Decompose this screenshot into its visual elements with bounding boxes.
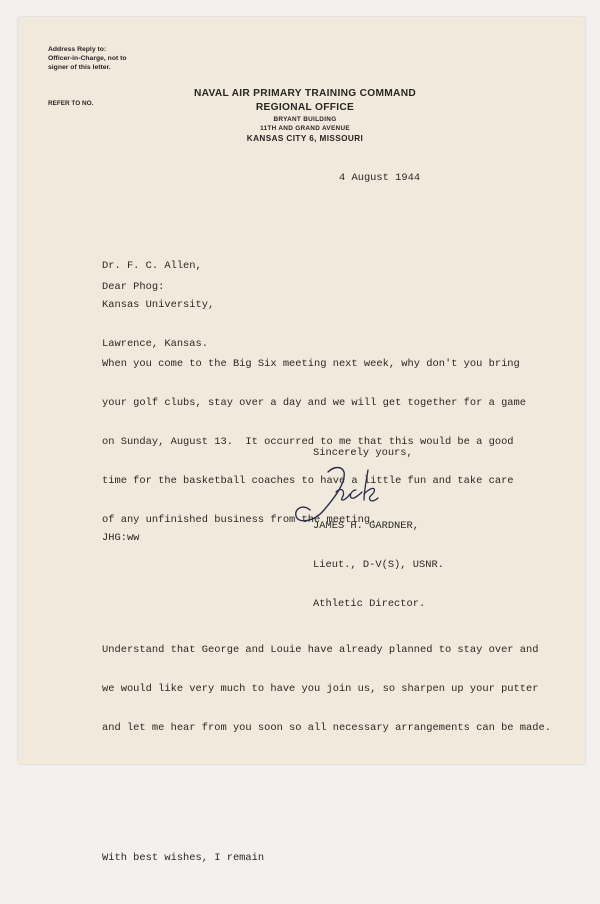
body-line: and let me hear from you soon so all necessary arrangements can be made. bbox=[102, 722, 551, 734]
refer-to-label: REFER TO NO. bbox=[48, 100, 94, 107]
address-note-line: signer of this letter. bbox=[48, 64, 111, 71]
recipient-line: Lawrence, Kansas. bbox=[102, 338, 209, 350]
letter-date: 4 August 1944 bbox=[339, 172, 421, 184]
letterhead-org bbox=[170, 88, 440, 143]
typist-initials: JHG:ww bbox=[102, 532, 140, 544]
body-line: With best wishes, I remain bbox=[102, 852, 265, 864]
salutation: Dear Phog: bbox=[102, 281, 165, 293]
body-line: time for the basketball coaches to have a little fun and take care bbox=[102, 475, 514, 487]
org-office: REGIONAL OFFICE bbox=[255, 102, 355, 113]
org-street: 11TH AND GRAND AVENUE bbox=[260, 125, 350, 132]
body-line: When you come to the Big Six meeting next week, why don't you bring bbox=[102, 358, 520, 370]
paragraph-2 bbox=[102, 618, 551, 761]
recipient-line: Dr. F. C. Allen, bbox=[102, 260, 202, 272]
signer-name: JAMES H. GARDNER, bbox=[313, 520, 420, 532]
signature-block bbox=[313, 494, 444, 624]
org-name: NAVAL AIR PRIMARY TRAINING COMMAND bbox=[193, 88, 417, 99]
org-building: BRYANT BUILDING bbox=[273, 116, 337, 123]
address-reply-note bbox=[48, 45, 127, 72]
body-line: of any unfinished business from the meeting. bbox=[102, 514, 377, 526]
signer-rank: Lieut., D-V(S), USNR. bbox=[313, 559, 444, 571]
body-line: we would like very much to have you join us, so sharpen up your putter bbox=[102, 683, 539, 695]
complimentary-close: Sincerely yours, bbox=[313, 447, 413, 459]
body-line: your golf clubs, stay over a day and we will get together for a game bbox=[102, 397, 527, 409]
org-city: KANSAS CITY 6, MISSOURI bbox=[246, 134, 364, 143]
recipient-line: Kansas University, bbox=[102, 299, 215, 311]
signer-title: Athletic Director. bbox=[313, 598, 426, 610]
body-line: on Sunday, August 13. It occurred to me that this would be a good bbox=[102, 436, 514, 448]
body-line: Understand that George and Louie have already planned to stay over and bbox=[102, 644, 539, 656]
address-note-line: Officer-in-Charge, not to bbox=[48, 55, 127, 62]
paragraph-3 bbox=[102, 826, 551, 891]
address-note-line: Address Reply to: bbox=[48, 46, 107, 53]
